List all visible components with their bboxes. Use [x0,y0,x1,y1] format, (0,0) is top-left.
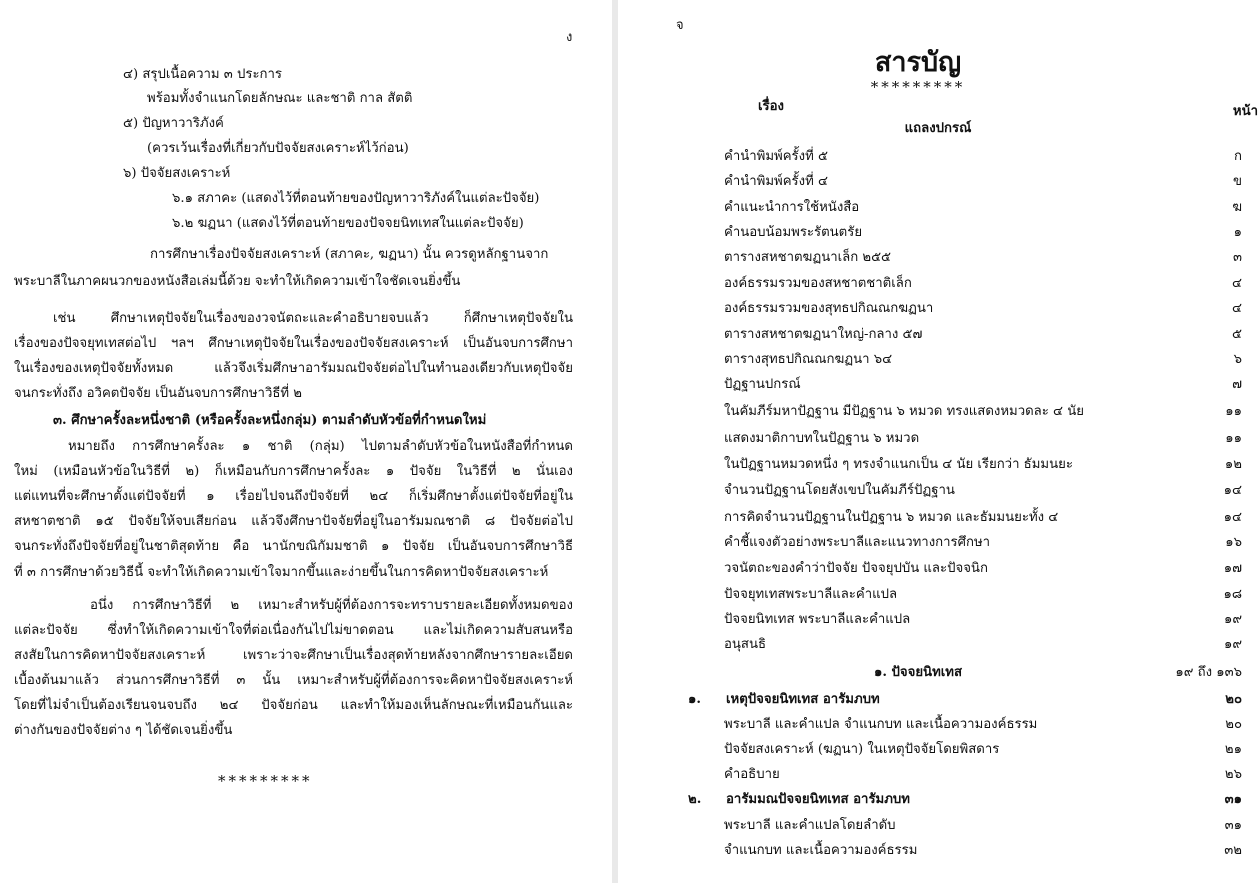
toc-entry-page: ๓๑ [1224,818,1242,833]
toc-entry-title: คำแนะนำการใช้หนังสือ [724,200,860,215]
toc-entry-page: ๕ [1232,327,1242,342]
toc-entry-page: ๑๙ [1223,612,1242,627]
toc-entry [618,167,1258,191]
toc-entry-page: ๓ [1232,250,1242,265]
toc-entry-title: ตารางสหชาตฆฏนาเล็ก ๒๕๕ [724,250,892,265]
paragraph-line: เบื้องต้นมาแล้ว ส่วนการศึกษาวิธีที่ ๓ นั้น เหมาะสำหรับผู้ที่ต้องการจะคิดหาปัจจัยสงเคราะห์ [14,673,573,688]
list-item: ๕) ปัญหาวาริภังค์ [123,116,224,131]
toc-entry-page: ๑๖ [1225,535,1242,550]
toc-entry-page: ๔ [1232,276,1242,291]
list-item: พร้อมทั้งจำแนกโดยลักษณะ และชาติ กาล สัตติ [147,91,413,106]
toc-entry-page: ๗ [1232,377,1242,392]
paragraph-line: ที่ ๓ การศึกษาด้วยวิธีนี้ จะทำให้เกิดความเข้าใจมากขึ้นและง่ายขึ้นในการคิดหาปัจจัยสงเคราะห์ [14,565,549,580]
paragraph-line: เรื่องของปัจจยุทเทสต่อไป ฯลฯ ศึกษาเหตุปัจจัยในเรื่องของปัจจัยสงเคราะห์ เป็นอันจบการศึกษา [14,336,573,351]
toc-entry-page: ๑๘ [1223,587,1242,602]
toc-entry-page: ๑ [1233,225,1242,240]
paragraph-line: จนกระทั่งถึงปัจจัยที่อยู่ในชาติสุดท้าย คือ นานักขณิกัมมชาติ ๑ ปัจจัย เป็นอันจบการศึกษาวิธี [14,539,573,554]
toc-entry-title: ๑. ปัจจยนิทเทส [873,665,963,680]
paragraph-line: สหชาตชาติ ๑๕ ปัจจัยให้จบเสียก่อน แล้วจึงศึกษาปัจจัยที่อยู่ในอารัมมณชาติ ๘ ปัจจัยต่อไป [14,514,573,529]
toc-entry-page: ๑๔ [1223,510,1242,525]
paragraph-line: อนึ่ง การศึกษาวิธีที่ ๒ เหมาะสำหรับผู้ที่ต้องการจะทราบรายละเอียดทั้งหมดของ [90,598,573,613]
toc-entry-title: ปัฏฐานปกรณ์ [724,377,801,392]
end-stars: ********* [218,772,313,790]
paragraph-line: แต่แทนที่จะศึกษาตั้งแต่ปัจจัยที่ ๑ เรื่อยไปจนถึงปัจจัยที่ ๒๔ ก็เริ่มศึกษาตั้งแต่ปัจจัยที่อยู่ใน [14,489,573,504]
paragraph-line: แต่ละปัจจัย ซึ่งทำให้เกิดความเข้าใจที่ต่อเนื่องกันไปไม่ขาดตอน และไม่เกิดความสับสนหรือ [14,623,573,638]
paragraph-line: ใหม่ (เหมือนหัวข้อในวิธีที่ ๒) ก็เหมือนกับการศึกษาครั้งละ ๑ ปัจจัย ในวิธีที่ ๒ นั่นเอง [14,464,573,479]
column-header-page: หน้า [1232,104,1258,119]
toc-entry-title: แถลงปกรณ์ [904,121,972,136]
title-stars: ********* [870,78,966,96]
toc-entry-page: ๑๗ [1223,561,1242,576]
toc-heading [618,114,1258,138]
toc-entry [618,685,1258,709]
paragraph-line: ในเรื่องของเหตุปัจจัยทั้งหมด แล้วจึงเริ่มศึกษาอารัมมณปัจจัยต่อไปในทำนองเดียวกับเหตุปัจจัย [14,361,573,376]
list-item: ๖.๑ สภาคะ (แสดงไว้ที่ตอนท้ายของปัญหาวาริภังค์ในแต่ละปัจจัย) [172,191,540,206]
paragraph-line: จนกระทั่งถึง อวิคตปัจจัย เป็นอันจบการศึกษาวิธีที่ ๒ [14,386,302,401]
list-item: (ควรเว้นเรื่องที่เกี่ยวกับปัจจัยสงเคราะห์ไว้ก่อน) [147,141,409,156]
toc-entry-title: คำชี้แจงตัวอย่างพระบาลีและแนวทางการศึกษา [724,535,991,550]
toc-entry-title: เหตุปัจจยนิทเทส อารัมภบท [726,692,880,707]
list-item: ๔) สรุปเนื้อความ ๓ ประการ [123,67,282,82]
toc-entry-page: ข [1232,174,1242,189]
toc-entry [618,424,1258,448]
toc-entry-title: พระบาลี และคำแปล จำแนกบท และเนื้อความองค์ธรรม [724,717,1038,732]
toc-entry-title: แสดงมาติกาบทในปัฏฐาน ๖ หมวด [724,431,920,446]
paragraph-line: โดยที่ไม่จำเป็นต้องเรียนจนจบถึง ๒๔ ปัจจัยก่อน และทำให้มองเห็นลักษณะที่เหมือนกันและ [14,698,573,713]
toc-entry-title: ตารางสุทธปกิณณกฆฏนา ๖๔ [724,352,893,367]
toc-entry-page: ก [1234,149,1242,164]
toc-entry-page: ๖ [1233,352,1242,367]
toc-entry-title: องค์ธรรมรวมของสหชาตชาติเล็ก [724,276,912,291]
toc-entry-title: คำอธิบาย [724,767,780,782]
toc-entry-page: ๑๑ [1225,431,1242,446]
toc-entry-page: ๒๖ [1224,767,1242,782]
toc-entry-title: พระบาลี และคำแปลโดยลำดับ [724,818,896,833]
toc-entry [618,760,1258,784]
paragraph-line: หมายถึง การศึกษาครั้งละ ๑ ชาติ (กลุ่ม) ไปตามลำดับหัวข้อในหนังสือที่กำหนด [68,439,573,454]
toc-entry-page: ๒๑ [1224,742,1242,757]
toc-entry-page: ๒๐ [1225,717,1242,732]
toc-entry [618,193,1258,217]
toc-entry [618,345,1258,369]
toc-entry-page: ฆ [1232,200,1242,215]
list-item: ๖.๒ ฆฏนา (แสดงไว้ที่ตอนท้ายของปัจจยนิทเทสในแต่ละปัจจัย) [172,216,524,231]
toc-title: สารบัญ [874,47,962,78]
toc-entry-number: ๒. [688,792,702,807]
paragraph-line: ต่างกันของปัจจัยต่าง ๆ ได้ชัดเจนยิ่งขึ้น [14,723,233,738]
toc-entry-page: ๑๙ ถึง ๑๓๖ [1175,665,1242,680]
toc-entry [618,836,1258,860]
paragraph-line: พระบาลีในภาคผนวกของหนังสือเล่มนี้ด้วย จะทำให้เกิดความเข้าใจชัดเจนยิ่งขึ้น [14,274,461,289]
toc-entry-page: ๓๒ [1224,843,1242,858]
toc-entry [618,528,1258,552]
toc-entry-page: ๑๔ [1223,483,1242,498]
toc-entry-title: อนุสนธิ [724,637,767,652]
paragraph-line: เช่น ศึกษาเหตุปัจจัยในเรื่องของวจนัตถะและคำอธิบายจบแล้ว ก็ศึกษาเหตุปัจจัยใน [53,311,573,326]
toc-entry [618,503,1258,527]
toc-entry [618,370,1258,394]
toc-entry-title: จำแนกบท และเนื้อความองค์ธรรม [724,843,918,858]
column-header-topic: เรื่อง [758,99,784,114]
toc-entry-title: ปัจจัยสงเคราะห์ (ฆฏนา) ในเหตุปัจจัยโดยพิสดาร [724,742,1000,757]
toc-entry-title: จำนวนปัฏฐานโดยสังเขปในคัมภีร์ปัฏฐาน [724,483,955,498]
toc-entry [618,785,1258,809]
toc-entry-title: คำนอบน้อมพระรัตนตรัย [724,225,863,240]
toc-entry [618,142,1258,166]
toc-entry-page: ๒๐ [1225,692,1242,707]
toc-entry-title: คำนำพิมพ์ครั้งที่ ๕ [724,149,828,164]
toc-entry [618,630,1258,654]
list-item: ๖) ปัจจัยสงเคราะห์ [123,166,231,181]
page-number: จ [676,18,684,33]
paragraph-line: การศึกษาเรื่องปัจจัยสงเคราะห์ (สภาคะ, ฆฏนา) นั้น ควรดูหลักฐานจาก [150,247,549,262]
toc-entry [618,450,1258,474]
toc-entry-title: ตารางสหชาตฆฏนาใหญ่-กลาง ๕๗ [724,327,923,342]
toc-entry-page: ๑๙ [1223,637,1242,652]
toc-entry [618,294,1258,318]
right-page [618,0,1258,883]
toc-entry-title: อารัมมณปัจจยนิทเทส อารัมภบท [726,792,910,807]
toc-entry-title: คำนำพิมพ์ครั้งที่ ๔ [724,174,828,189]
toc-entry-page: ๑๒ [1224,457,1242,472]
toc-entry [618,811,1258,835]
page-number: ง [566,30,573,45]
toc-entry [618,605,1258,629]
toc-entry-title: ปัจจยนิทเทส พระบาลีและคำแปล [724,612,911,627]
toc-section [618,658,1258,682]
section-heading: ๓. ศึกษาครั้งละหนึ่งชาติ (หรือครั้งละหนึ่งกลุ่ม) ตามลำดับหัวข้อที่กำหนดใหม่ [53,413,487,428]
toc-entry [618,710,1258,734]
toc-entry-title: ในคัมภีร์มหาปัฏฐาน มีปัฏฐาน ๖ หมวด ทรงแสดงหมวดละ ๔ นัย [724,404,1084,419]
toc-entry [618,218,1258,242]
toc-entry-title: การคิดจำนวนปัฏฐานในปัฏฐาน ๖ หมวด และธัมมนยะทั้ง ๔ [724,510,1059,525]
toc-entry-page: ๓๑ [1224,792,1242,807]
toc-entry-page: ๑๑ [1225,404,1242,419]
toc-entry [618,243,1258,267]
toc-entry-title: ปัจจยุทเทสพระบาลีและคำแปล [724,587,898,602]
toc-entry-page: ๔ [1232,301,1242,316]
toc-entry [618,735,1258,759]
toc-entry-title: องค์ธรรมรวมของสุทธปกิณณกฆฏนา [724,301,934,316]
toc-entry [618,554,1258,578]
toc-entry-title: ในปัฏฐานหมวดหนึ่ง ๆ ทรงจำแนกเป็น ๔ นัย เรียกว่า ธัมมนยะ [724,457,1073,472]
toc-entry [618,397,1258,421]
toc-entry-title: วจนัตถะของคำว่าปัจจัย ปัจจยุปบัน และปัจจนิก [724,561,988,576]
toc-entry [618,269,1258,293]
paragraph-line: สงสัยในการคิดหาปัจจัยสงเคราะห์ เพราะว่าจะศึกษาเป็นเรื่องสุดท้ายหลังจากศึกษารายละเอียด [14,648,573,663]
toc-entry [618,476,1258,500]
left-page [0,0,612,883]
toc-entry [618,580,1258,604]
toc-entry-number: ๑. [688,692,701,707]
toc-entry [618,320,1258,344]
